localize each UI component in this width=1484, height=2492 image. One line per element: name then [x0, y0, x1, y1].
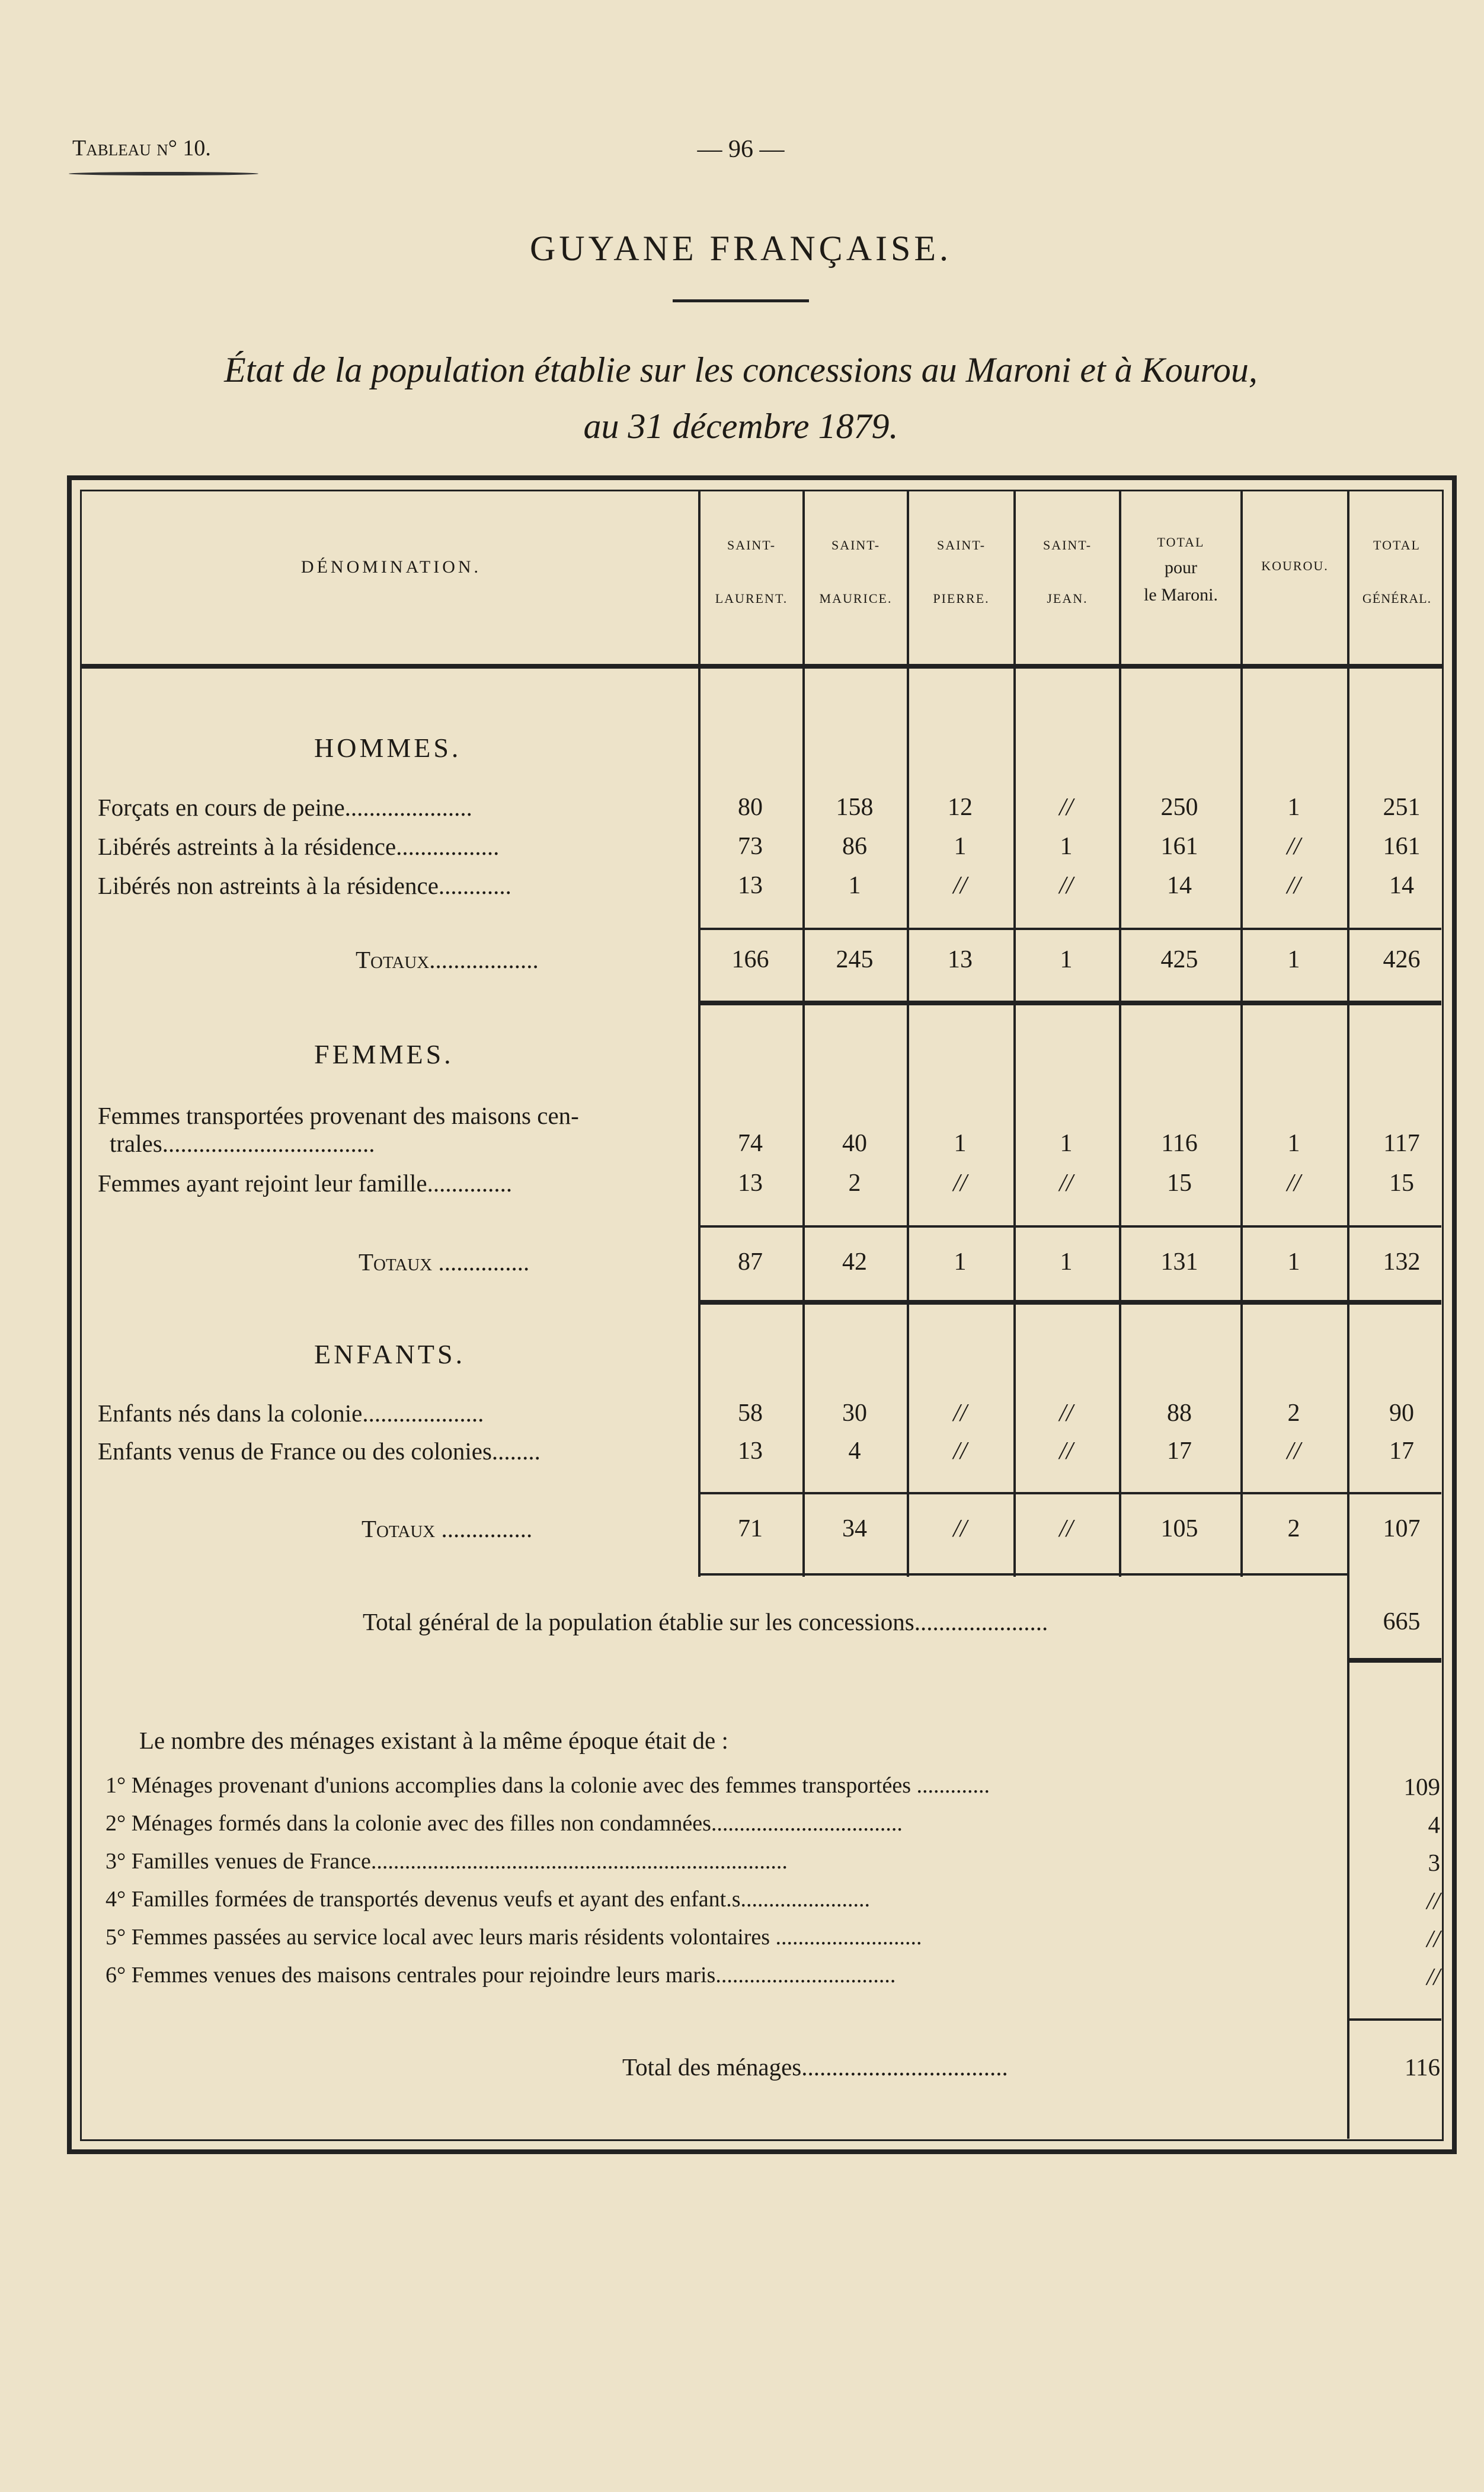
menages-total-label: Total des ménages.................................. — [622, 2053, 1008, 2081]
cell: 1 — [954, 1130, 967, 1157]
row-label-cont: trales................................... — [110, 1130, 375, 1157]
cell: // — [1059, 872, 1073, 899]
subtitle-line1: État de la population établie sur les concessions au Maroni et à Kourou, — [224, 350, 1258, 389]
menage-value: 3 — [1428, 1849, 1440, 1876]
cell: 1 — [1060, 1248, 1073, 1276]
row-label: Enfants venus de France ou des colonies........ — [98, 1437, 540, 1465]
col-header-line: GÉNÉRAL. — [1362, 591, 1432, 606]
menage-row — [0, 1810, 1484, 1844]
cell: 13 — [948, 946, 973, 973]
cell: 74 — [738, 1130, 763, 1157]
col-header-total-general — [1349, 533, 1444, 611]
menage-value: 109 — [1403, 1773, 1440, 1800]
table-row — [0, 1169, 1484, 1205]
row-label: Femmes transportées provenant des maisons cen- — [98, 1102, 579, 1129]
cell: // — [953, 1515, 967, 1542]
table-bottom-rule — [698, 1573, 1347, 1576]
row-label: Totaux ............... — [362, 1515, 533, 1542]
cell: 73 — [738, 833, 763, 860]
total-general-value: 665 — [1383, 1608, 1421, 1635]
menage-row — [0, 1962, 1484, 1995]
cell: 161 — [1383, 833, 1421, 860]
table-row-total — [0, 945, 1484, 981]
cell: // — [1059, 1437, 1073, 1465]
menages-intro: Le nombre des ménages existant à la même époque était de : — [139, 1727, 728, 1754]
table-row — [0, 1437, 1484, 1472]
cell: 117 — [1383, 1130, 1420, 1157]
cell: 80 — [738, 794, 763, 821]
col-header-denomination: DÉNOMINATION. — [300, 557, 482, 577]
menage-row — [0, 1886, 1484, 1919]
cell: 105 — [1160, 1515, 1198, 1542]
cell: 2 — [848, 1170, 861, 1197]
row-label: Libérés non astreints à la résidence............ — [98, 872, 511, 899]
cell: 12 — [948, 794, 973, 821]
menage-label: 3° Familles venues de France.......................................................................... — [105, 1849, 788, 1874]
table-row — [0, 1399, 1484, 1435]
cell: 250 — [1160, 794, 1198, 821]
col-header-line: SAINT- — [727, 538, 776, 552]
section-title-hommes: HOMMES. — [314, 733, 462, 763]
col-header-line: PIERRE. — [933, 591, 990, 606]
cell: 87 — [738, 1248, 763, 1276]
cell: 17 — [1389, 1437, 1414, 1465]
cell: 426 — [1383, 946, 1421, 973]
col-header-kourou: KOUROU. — [1261, 558, 1329, 573]
subtitle-line2: au 31 décembre 1879. — [583, 407, 898, 446]
subtotal-rule — [701, 928, 1441, 930]
cell: 1 — [1060, 946, 1073, 973]
cell: 1 — [954, 1248, 967, 1276]
cell: 42 — [842, 1248, 867, 1276]
cell: // — [1287, 1437, 1301, 1465]
cell: 30 — [842, 1400, 867, 1427]
cell: 131 — [1160, 1248, 1198, 1276]
menages-total-row — [0, 2053, 1484, 2088]
cell: 40 — [842, 1130, 867, 1157]
menages-total-value: 116 — [1405, 2053, 1440, 2081]
cell: 58 — [738, 1400, 763, 1427]
cell: 166 — [731, 946, 769, 973]
title-rule — [673, 299, 809, 302]
table-row-total — [0, 1515, 1484, 1550]
menage-row — [0, 1848, 1484, 1881]
col-header-line: MAURICE. — [819, 591, 893, 606]
cell: 34 — [842, 1515, 867, 1542]
col-header-saint-pierre — [909, 533, 1013, 611]
menage-label: 1° Ménages provenant d'unions accomplies dans la colonie avec des femmes transportées ............. — [105, 1773, 990, 1798]
col-header-line: SAINT- — [831, 538, 881, 552]
menage-row — [0, 1924, 1484, 1957]
section-rule — [701, 1300, 1441, 1305]
total-general-row — [0, 1608, 1484, 1643]
cell: 107 — [1383, 1515, 1421, 1542]
cell: 13 — [738, 872, 763, 899]
menage-label: 5° Femmes passées au service local avec leurs maris résidents volontaires .......................... — [105, 1925, 922, 1950]
menage-value: // — [1427, 1963, 1440, 1990]
subtotal-rule — [701, 1225, 1441, 1228]
table-row — [0, 793, 1484, 829]
table-row — [0, 871, 1484, 907]
cell: 1 — [1287, 1248, 1300, 1276]
row-label: Totaux ............... — [359, 1248, 530, 1276]
cell: 15 — [1167, 1170, 1192, 1197]
row-label: Forçats en cours de peine..................... — [98, 794, 472, 821]
col-header-line: TOTAL — [1157, 535, 1205, 549]
cell: 251 — [1383, 794, 1421, 821]
cell: 425 — [1160, 946, 1198, 973]
menage-value: // — [1427, 1925, 1440, 1952]
table-row — [0, 1129, 1484, 1165]
cell: 4 — [848, 1437, 861, 1465]
cell: // — [1287, 1170, 1301, 1197]
col-header-line: SAINT- — [1042, 538, 1092, 552]
cell: 90 — [1389, 1400, 1414, 1427]
cell: 158 — [836, 794, 874, 821]
cell: 1 — [954, 833, 967, 860]
cell: 161 — [1160, 833, 1198, 860]
cell: // — [953, 1437, 967, 1465]
col-header-line: le Maroni. — [1144, 585, 1218, 605]
cell: 2 — [1287, 1515, 1300, 1542]
col-header-saint-jean — [1016, 533, 1119, 611]
colony-title: GUYANE FRANÇAISE. — [529, 229, 952, 268]
section-title-femmes: FEMMES. — [314, 1039, 454, 1069]
cell: // — [953, 1400, 967, 1427]
col-header-line: pour — [1165, 558, 1197, 577]
cell: // — [953, 872, 967, 899]
cell: 1 — [1060, 833, 1073, 860]
row-label: Libérés astreints à la résidence................. — [98, 833, 500, 860]
cell: 1 — [1287, 1130, 1300, 1157]
cell: 14 — [1167, 872, 1192, 899]
row-label: Femmes ayant rejoint leur famille.............. — [98, 1170, 513, 1197]
cell: // — [1059, 1515, 1073, 1542]
cell: 2 — [1287, 1400, 1300, 1427]
col-header-line: TOTAL — [1373, 538, 1421, 552]
row-label: Enfants nés dans la colonie.................... — [98, 1400, 484, 1427]
col-header-saint-maurice — [805, 533, 907, 611]
section-rule — [701, 1001, 1441, 1005]
cell: 14 — [1389, 872, 1414, 899]
menage-label: 6° Femmes venues des maisons centrales pour rejoindre leurs maris................................ — [105, 1963, 896, 1988]
cell: 1 — [848, 872, 861, 899]
menages-subtotal-rule — [1349, 2018, 1441, 2021]
section-title-enfants: ENFANTS. — [314, 1339, 466, 1369]
tableau-label: Tableau n° 10. — [72, 136, 211, 161]
cell: 1 — [1060, 1130, 1073, 1157]
cell: // — [953, 1170, 967, 1197]
table-row-total — [0, 1248, 1484, 1283]
menage-value: 4 — [1428, 1811, 1440, 1838]
col-header-saint-laurent — [701, 533, 802, 611]
header-rule — [81, 664, 1442, 669]
menage-row — [0, 1772, 1484, 1806]
cell: 15 — [1389, 1170, 1414, 1197]
cell: 132 — [1383, 1248, 1421, 1276]
col-header-line: SAINT- — [936, 538, 986, 552]
menage-value: // — [1427, 1887, 1440, 1914]
cell: // — [1059, 1170, 1073, 1197]
table-row — [0, 832, 1484, 868]
ornament-rule — [69, 172, 258, 175]
col-header-line: JEAN. — [1047, 591, 1088, 606]
cell: 17 — [1167, 1437, 1192, 1465]
cell: 1 — [1287, 794, 1300, 821]
section-rule — [1349, 1658, 1441, 1663]
col-header-line: LAURENT. — [715, 591, 788, 606]
subtotal-rule — [701, 1492, 1441, 1494]
cell: 1 — [1287, 946, 1300, 973]
cell: 86 — [842, 833, 867, 860]
row-label: Totaux.................. — [356, 946, 539, 973]
cell: 13 — [738, 1437, 763, 1465]
cell: 88 — [1167, 1400, 1192, 1427]
cell: 245 — [836, 946, 874, 973]
page-number: — 96 — — [697, 136, 785, 163]
cell: // — [1059, 794, 1073, 821]
cell: 116 — [1161, 1130, 1198, 1157]
cell: 71 — [738, 1515, 763, 1542]
cell: 13 — [738, 1170, 763, 1197]
cell: // — [1287, 833, 1301, 860]
cell: // — [1287, 872, 1301, 899]
menage-label: 4° Familles formées de transportés devenus veufs et ayant des enfant.s....................... — [105, 1887, 870, 1912]
total-general-label: Total général de la population établie sur les concessions...................... — [363, 1608, 1048, 1635]
cell: // — [1059, 1400, 1073, 1427]
col-header-total-maroni — [1121, 531, 1240, 609]
menage-label: 2° Ménages formés dans la colonie avec des filles non condamnées.................................. — [105, 1811, 903, 1836]
